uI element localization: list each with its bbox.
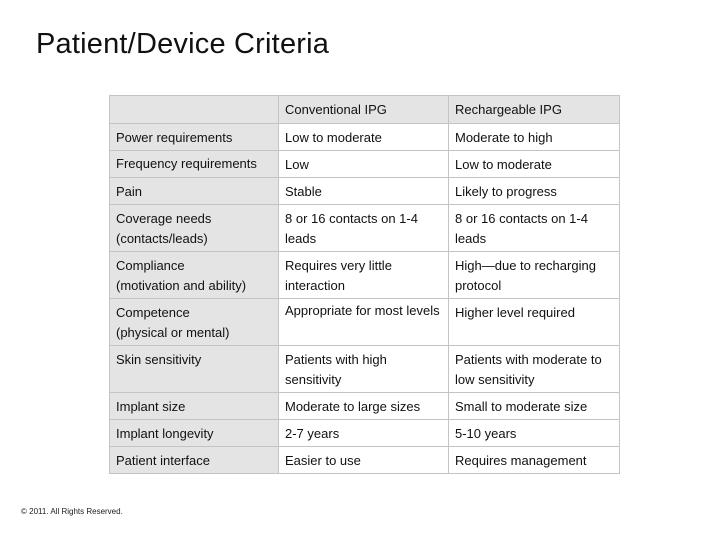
cell-conventional: 8 or 16 contacts on 1-4 leads [279, 205, 449, 252]
row-label [110, 252, 279, 299]
table-row [110, 447, 620, 474]
cell-conventional: Low to moderate [279, 124, 449, 151]
cell-rechargeable: 5-10 years [449, 420, 620, 447]
table-row [110, 252, 620, 299]
table-header-row [110, 96, 620, 124]
row-label-text: Coverage needs [116, 211, 212, 226]
cell-conventional: 2-7 years [279, 420, 449, 447]
header-rechargeable-ipg: Rechargeable IPG [449, 96, 620, 124]
cell-rechargeable: Small to moderate size [449, 393, 620, 420]
cell-rechargeable: Patients with moderate to low sensitivity [449, 346, 620, 393]
table-row [110, 393, 620, 420]
row-label-text: Implant size [116, 399, 186, 414]
cell-rechargeable: Higher level required [449, 299, 620, 346]
table-row [110, 299, 620, 346]
cell-conventional: Patients with high sensitivity [279, 346, 449, 393]
row-label-text: Competence [116, 305, 190, 320]
cell-conventional: Low [279, 151, 449, 178]
cell-conventional: Appropriate for most levels [279, 299, 449, 346]
row-label-text: Frequency requirements [116, 156, 257, 171]
row-label [110, 447, 279, 474]
row-label-text: Implant longevity [116, 426, 214, 441]
table-row [110, 124, 620, 151]
row-label-text: Patient interface [116, 453, 210, 468]
cell-conventional: Requires very little interaction [279, 252, 449, 299]
table-row [110, 346, 620, 393]
table-row [110, 420, 620, 447]
table-row [110, 178, 620, 205]
table-row [110, 205, 620, 252]
row-label [110, 299, 279, 346]
row-label-text: Power requirements [116, 130, 233, 145]
cell-rechargeable: Low to moderate [449, 151, 620, 178]
row-sublabel-text: (motivation and ability) [116, 278, 247, 293]
cell-rechargeable: Requires management [449, 447, 620, 474]
header-conventional-ipg: Conventional IPG [279, 96, 449, 124]
table-row [110, 151, 620, 178]
row-label [110, 151, 279, 178]
criteria-table [109, 95, 620, 474]
row-sublabel-text: (contacts/leads) [116, 231, 208, 246]
copyright-notice: © 2011. All Rights Reserved. [21, 507, 123, 516]
cell-rechargeable: Moderate to high [449, 124, 620, 151]
row-label [110, 393, 279, 420]
cell-conventional: Easier to use [279, 447, 449, 474]
row-sublabel-text: (physical or mental) [116, 325, 230, 340]
row-label [110, 205, 279, 252]
row-label [110, 178, 279, 205]
row-label [110, 420, 279, 447]
row-label-text: Compliance [116, 258, 185, 273]
page-title: Patient/Device Criteria [36, 28, 330, 60]
row-label [110, 124, 279, 151]
cell-conventional: Stable [279, 178, 449, 205]
row-label-text: Skin sensitivity [116, 352, 202, 367]
row-label-text: Pain [116, 184, 143, 199]
cell-rechargeable: 8 or 16 contacts on 1-4 leads [449, 205, 620, 252]
cell-rechargeable: High—due to recharging protocol [449, 252, 620, 299]
cell-conventional: Moderate to large sizes [279, 393, 449, 420]
cell-rechargeable: Likely to progress [449, 178, 620, 205]
row-label [110, 346, 279, 393]
header-criteria [110, 96, 279, 124]
